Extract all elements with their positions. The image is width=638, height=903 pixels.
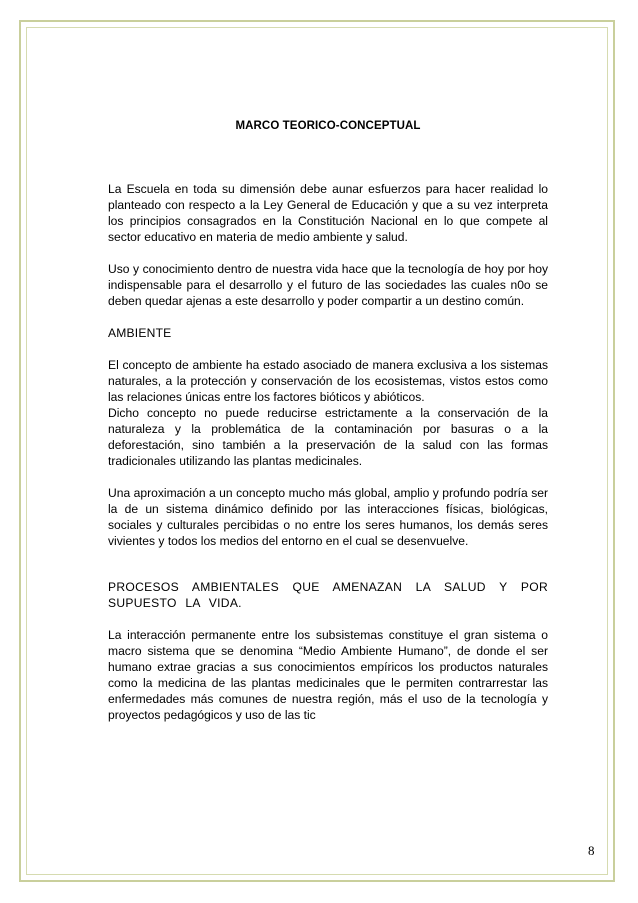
section-heading-ambiente: AMBIENTE: [108, 326, 172, 340]
procesos-paragraph-1: La interacción permanente entre los subsistemas constituye el gran sistema o macro sistema que se denomina “Medio Ambiente Humano”, de donde el ser humano extrae gracias a sus conocimientos empíricos los productos naturales como la medicina de las plantas medicinales que le permiten contrarrestar las enfermedades más comunes de nuestra región, más el uso de la tecnología y proyectos pedagógicos y uso de las tic: [108, 628, 548, 722]
document-title: MARCO TEORICO-CONCEPTUAL: [235, 120, 421, 132]
ambiente-paragraph-2: Dicho concepto no puede reducirse estrictamente a la conservación de la naturaleza y la problemática de la contaminación por basuras o a la deforestación, sino también a la preservación de la salud con las formas tradicionales utilizando las plantas medicinales.: [108, 406, 548, 468]
ambiente-paragraph-1: El concepto de ambiente ha estado asociado de manera exclusiva a los sistemas naturales, a la protección y conservación de los ecosistemas, vistos estos como las relaciones únicas entre los factores bióticos y abióticos.: [108, 358, 548, 404]
document-body: [108, 118, 548, 723]
section-heading-procesos: PROCESOS AMBIENTALES QUE AMENAZAN LA SALUD Y POR SUPUESTO LA VIDA.: [108, 580, 548, 610]
page-number: 8: [588, 843, 595, 858]
intro-paragraph-2: Uso y conocimiento dentro de nuestra vida hace que la tecnología de hoy por hoy indispensable para el desarrollo y el futuro de las sociedades las cuales n0o se deben quedar ajenas a este desarrollo y poder compartir a un destino común.: [108, 262, 548, 308]
intro-paragraph-1: La Escuela en toda su dimensión debe aunar esfuerzos para hacer realidad lo planteado con respecto a la Ley General de Educación y que a su vez interpreta los principios consagrados en la Constitución Nacional en lo que compete al sector educativo en materia de medio ambiente y salud.: [108, 182, 548, 244]
ambiente-paragraph-3: Una aproximación a un concepto mucho más global, amplio y profundo podría ser la de un sistema dinámico definido por las interacciones físicas, biológicas, sociales y culturales percibidas o no entre los seres humanos, los demás seres vivientes y todos los medios del entorno en el cual se desenvuelve.: [108, 486, 548, 548]
